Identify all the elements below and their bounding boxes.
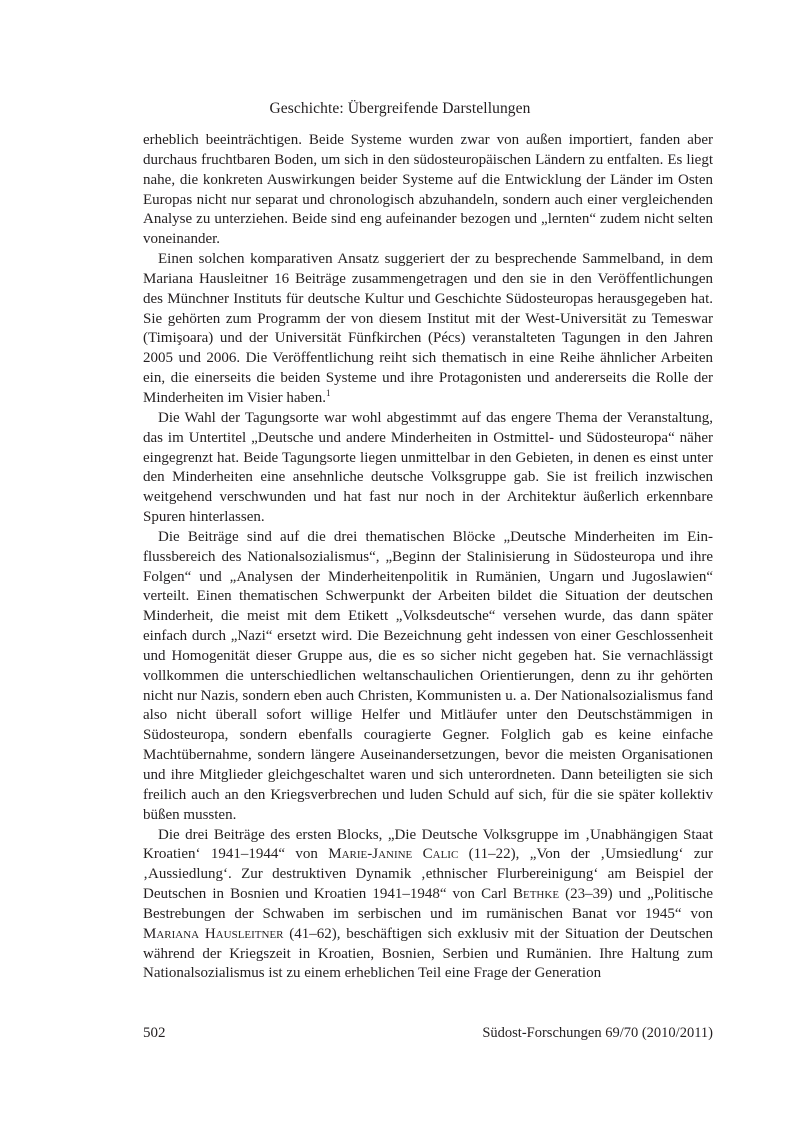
journal-citation: Südost-Forschungen 69/70 (2010/2011)	[482, 1025, 713, 1041]
paragraph-5-text-b: (11–22), „Von der ‚Umsiedlung‘ zur ‚Aussiedlung‘. Zur destruktiven Dynamik ‚ethnischer Flurbereinigung‘ am Beispiel der Deutschen in Bosnien und Kroatien 1941–1948“ von Carl	[143, 846, 713, 903]
paragraph-5-text-c: (23–39) und „Politische Bestrebungen der Schwaben im serbischen und im rumänischen Banat vor 1945“ von	[143, 886, 713, 922]
paragraph-1: erheblich beeinträchtigen. Beide Systeme wurden zwar von außen importiert, fanden aber durchaus fruchtbaren Boden, um sich in den südosteuropäischen Ländern zu entfalten. Es liegt nahe, die konkreten Auswirkungen beider Systeme auf die Entwicklung der Länder im Osten Europas nicht nur separat und chronologisch abzuhandeln, sondern auch einer vergleichenden Analyse zu unterziehen. Beide sind eng aufeinander bezogen und „lernten“ zudem nicht selten voneinander.	[143, 132, 713, 248]
article-body	[143, 131, 713, 984]
author-calic: Marie-Janine Calic	[328, 846, 459, 863]
paragraph-3: Die Wahl der Tagungsorte war wohl abgestimmt auf das engere Thema der Veranstaltung, das im Untertitel „Deutsche und andere Minderheiten in Ostmittel- und Südosteuropa“ näher eingegrenzt hat. Beide Tagungsorte liegen unmittelbar in den Gebieten, in denen es einst unter den Minderheiten eine ansehnliche deutsche Volksgruppe gab. Sie ist freilich inzwischen weitgehend verschwunden und hat fast nur noch in der Architektur äußerlich erkennbare Spuren hinterlassen.	[143, 409, 713, 526]
paragraph-4: Die Beiträge sind auf die drei thematischen Blöcke „Deutsche Minderheiten im Einflussbereich des Nationalsozialismus“, „Beginn der Stalinisierung in Südosteuropa und ihre Folgen“ und „Analysen der Minderheitenpolitik in Rumänien, Ungarn und Jugoslawien“ verteilt. Einen thematischen Schwerpunkt der Arbeiten bildet die Situation der deutschen Minderheit, die meist mit dem Etikett „Volksdeutsche“ versehen wurde, das dann später einfach durch „Nazi“ ersetzt wird. Die Bezeichnung geht indessen von einer Geschlossenheit und Homogenität dieser Gruppe aus, die es so sicher nicht gegeben hat. Sie vernachlässigt vollkommen die unterschiedlichen weltanschaulichen Orientierungen, denn zu ihr gehörten nicht nur Nazis, sondern eben auch Christen, Kommunisten u. a. Der Nationalsozialismus fand also nicht überall sofort willige Helfer und Mitläufer unter den Deutschstämmigen in Südosteuropa, sondern ebenfalls couragierte Gegner. Folglich gab es keine einfache Machtübernahme, sondern längere Auseinandersetzungen, bevor die meisten Organisationen und ihre Mitglieder gleichgeschaltet waren und sich unterordneten. Dann beteiligten sie sich freilich auch an den Kriegsverbrechen und luden Schuld auf sich, für die sie später kollektiv büßen mussten.	[143, 528, 713, 823]
footnote-marker[interactable]: 1	[325, 387, 331, 398]
running-header: Geschichte: Übergreifende Darstellungen	[269, 100, 531, 117]
author-bethke: Bethke	[512, 886, 560, 903]
author-hausleitner: Mariana Hausleitner	[143, 925, 284, 942]
paragraph-2	[143, 250, 713, 409]
paragraph-2-text: Einen solchen komparativen Ansatz suggeriert der zu besprechende Sammelband, in dem Mariana Hausleitner 16 Beiträge zusammengetragen und den sie in den Veröffentlichungen des Münchner Instituts für deutsche Kultur und Geschichte Südosteuropas herausgegeben hat. Sie gehörten zum Programm der von diesem Institut mit der West-Universität zu Temeswar (Timişoara) und der Universität Fünfkirchen (Pécs) veranstalteten Tagungen in den Jahren 2005 und 2006. Die Veröffentlichung reiht sich thematisch in eine Reihe ähnlicher Arbeiten ein, die einerseits die beiden Systeme und ihre Protagonisten und andererseits die Rolle der Minderheiten im Visier haben.	[143, 251, 713, 406]
paragraph-5	[143, 826, 713, 985]
paragraph-5-text-a: Die drei Beiträge des ersten Blocks, „Die Deutsche Volksgruppe im ‚Unabhängigen Staat Kroatien‘ 1941–1944“ von	[143, 826, 713, 863]
paragraph-5-text-d: (41–62), beschäftigen sich exklusiv mit der Situation der Deutschen während der Kriegszeit in Kroatien, Bosnien, Serbien und Rumänien. Ihre Haltung zum Nationalsozialismus ist zu einem erheblichen Teil eine Frage der Generation	[143, 925, 713, 982]
page-number: 502	[143, 1025, 166, 1041]
